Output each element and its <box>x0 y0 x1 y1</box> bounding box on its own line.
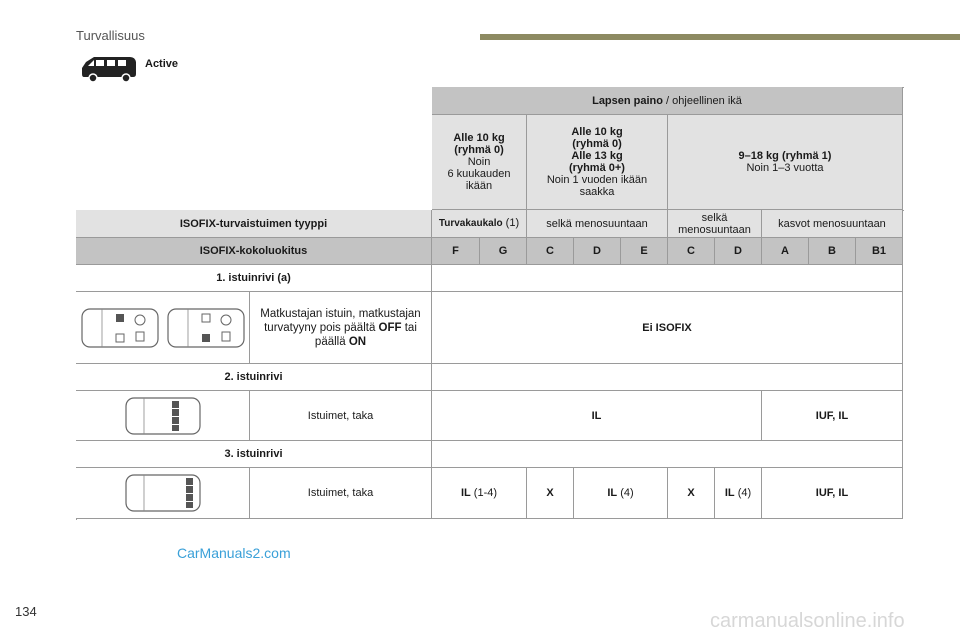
row2-description: Istuimet, taka <box>250 391 432 441</box>
isofix-class-label: ISOFIX-kokoluokitus <box>76 238 432 265</box>
header-rule <box>480 34 960 40</box>
car-top-view-icon <box>124 394 202 438</box>
class-cell: F <box>432 238 480 265</box>
watermark-text: carmanualsonline.info <box>710 610 905 632</box>
type-carrycot: Turvakaukalo (1) <box>432 210 527 238</box>
row3-value: IL (1-4) <box>432 468 527 519</box>
watermark-link[interactable]: CarManuals2.com <box>177 545 291 561</box>
group-0plus-header: Alle 10 kg (ryhmä 0) Alle 13 kg (ryhmä 0+) Noin 1 vuoden ikään saakka <box>527 115 668 210</box>
row3-description: Istuimet, taka <box>250 468 432 519</box>
row2-il: IL <box>432 391 762 441</box>
page-number: 134 <box>15 604 37 619</box>
type-rear-facing-2: selkä menosuuntaan <box>668 210 762 238</box>
row1-title: 1. istuinrivi (a) <box>76 265 432 292</box>
row3-value: IUF, IL <box>762 468 903 519</box>
class-cell: G <box>480 238 527 265</box>
row2-title: 2. istuinrivi <box>76 364 432 391</box>
active-label: Active <box>145 58 179 70</box>
class-cell: D <box>715 238 762 265</box>
row3-title: 3. istuinrivi <box>76 441 432 468</box>
row1-diagrams <box>76 292 250 364</box>
class-cell: C <box>668 238 715 265</box>
car-top-view-icon <box>80 305 246 351</box>
type-forward-facing: kasvot menosuuntaan <box>762 210 903 238</box>
class-cell: B1 <box>856 238 903 265</box>
group-0-header: Alle 10 kg (ryhmä 0) Noin 6 kuukauden ikään <box>432 115 527 210</box>
row1-spacer <box>432 265 903 292</box>
row3-diagram <box>76 468 250 519</box>
row2-diagram <box>76 391 250 441</box>
isofix-type-label: ISOFIX-turvaistuimen tyyppi <box>76 210 432 238</box>
row3-spacer <box>432 441 903 468</box>
car-top-view-icon <box>124 471 202 515</box>
row3-value: X <box>668 468 715 519</box>
section-title: Turvallisuus <box>76 28 145 43</box>
class-cell: B <box>809 238 856 265</box>
class-cell: E <box>621 238 668 265</box>
class-cell: A <box>762 238 809 265</box>
weight-header: Lapsen paino / ohjeellinen ikä <box>432 87 903 115</box>
row3-value: X <box>527 468 574 519</box>
row2-spacer <box>432 364 903 391</box>
row1-value: Ei ISOFIX <box>432 292 903 364</box>
row2-iuf: IUF, IL <box>762 391 903 441</box>
row3-value: IL (4) <box>574 468 668 519</box>
class-cell: C <box>527 238 574 265</box>
group-1-header: 9–18 kg (ryhmä 1) Noin 1–3 vuotta <box>668 115 903 210</box>
class-cell: D <box>574 238 621 265</box>
row3-value: IL (4) <box>715 468 762 519</box>
row1-description: Matkustajan istuin, matkustajan turvatyyny pois päältä OFF tai päällä ON <box>250 292 432 364</box>
van-icon <box>80 54 138 84</box>
type-rear-facing-1: selkä menosuuntaan <box>527 210 668 238</box>
